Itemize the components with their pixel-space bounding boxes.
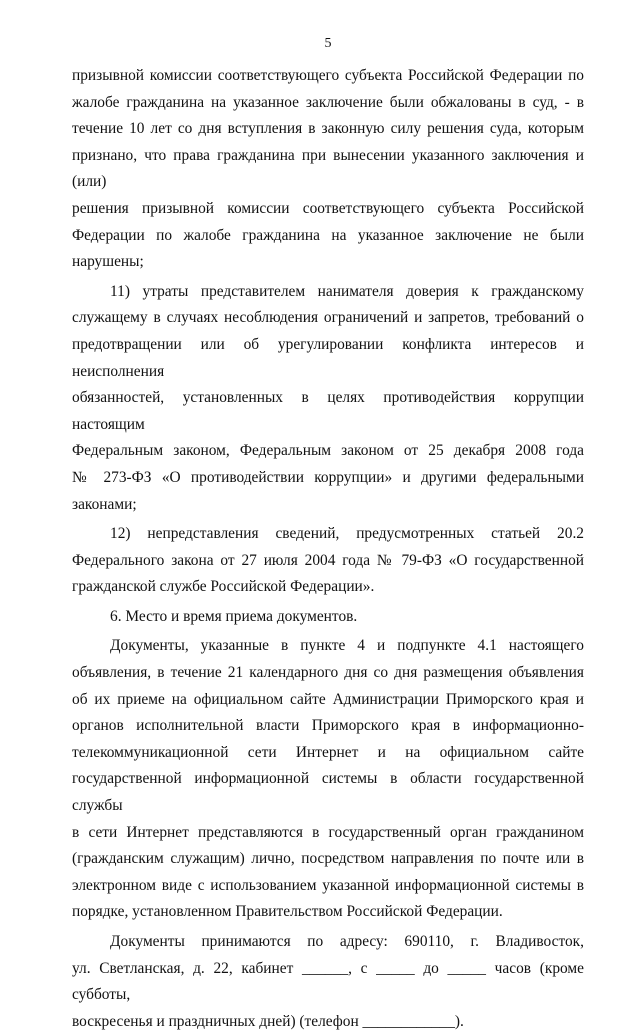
text-line: жалобе гражданина на указанное заключение были обжалованы в суд, - в <box>72 93 584 111</box>
text-line: государственной информационной системы в области государственной службы <box>72 770 584 815</box>
section-heading: 6. Место и время приема документов. <box>110 607 358 625</box>
text-line: течение 10 лет со дня вступления в законную силу решения суда, которым <box>72 120 584 138</box>
paragraph-documents-submission <box>72 633 584 926</box>
text-line: порядке, установленном Правительством Российской Федерации. <box>72 903 503 921</box>
section-heading-6 <box>72 604 584 631</box>
text-line: в сети Интернет представляются в государственный орган гражданином <box>72 823 584 841</box>
text-line: (гражданским служащим) лично, посредством направления по почте или в <box>72 850 584 868</box>
text-line: предотвращении или об урегулировании конфликта интересов и неисполнения <box>72 335 584 380</box>
text-line: объявления, в течение 21 календарного дня со дня размещения объявления <box>72 664 584 682</box>
text-line: электронном виде с использованием указанной информационной системы в <box>72 876 584 894</box>
text-line: № 273-ФЗ «О противодействии коррупции» и другими федеральными <box>72 468 584 486</box>
text-line: органов исполнительной власти Приморского края в информационно- <box>72 717 584 735</box>
text-line: призывной комиссии соответствующего субъекта Российской Федерации по <box>72 67 584 84</box>
page-number: 5 <box>324 36 332 51</box>
text-line: ул. Светланская, д. 22, кабинет ______, с _____ до _____ часов (кроме субботы, <box>72 959 584 1004</box>
paragraph-item-11 <box>72 279 584 518</box>
paragraph-item-12 <box>72 521 584 601</box>
text-line: признано, что права гражданина при вынесении указанного заключения и (или) <box>72 146 584 191</box>
text-line: решения призывной комиссии соответствующего субъекта Российской <box>72 199 584 217</box>
text-line: Федерации по жалобе гражданина на указанное заключение не были нарушены; <box>72 226 584 271</box>
text-line: 11) утраты представителем нанимателя доверия к гражданскому <box>110 282 584 300</box>
text-line: 12) непредставления сведений, предусмотренных статьей 20.2 <box>110 525 584 543</box>
paragraph-address <box>72 929 584 1035</box>
text-line: воскресенья и праздничных дней) (телефон ____________). <box>72 1012 464 1030</box>
text-line: телекоммуникационной сети Интернет и на официальном сайте <box>72 743 584 761</box>
text-line: гражданской службе Российской Федерации». <box>72 578 375 596</box>
text-line: обязанностей, установленных в целях противодействия коррупции настоящим <box>72 389 584 433</box>
text-line: Документы принимаются по адресу: 690110, г. Владивосток, <box>110 933 584 950</box>
text-line: Федерального закона от 27 июля 2004 года № 79-ФЗ «О государственной <box>72 551 584 569</box>
paragraph-continuation <box>72 63 584 276</box>
text-line: об их приеме на официальном сайте Администрации Приморского края и <box>72 690 584 708</box>
text-line: Федеральным законом, Федеральным законом от 25 декабря 2008 года <box>72 442 584 460</box>
text-line: Документы, указанные в пункте 4 и подпункте 4.1 настоящего <box>110 637 584 655</box>
text-line: служащему в случаях несоблюдения ограничений и запретов, требований о <box>72 309 584 327</box>
text-line: законами; <box>72 495 137 513</box>
